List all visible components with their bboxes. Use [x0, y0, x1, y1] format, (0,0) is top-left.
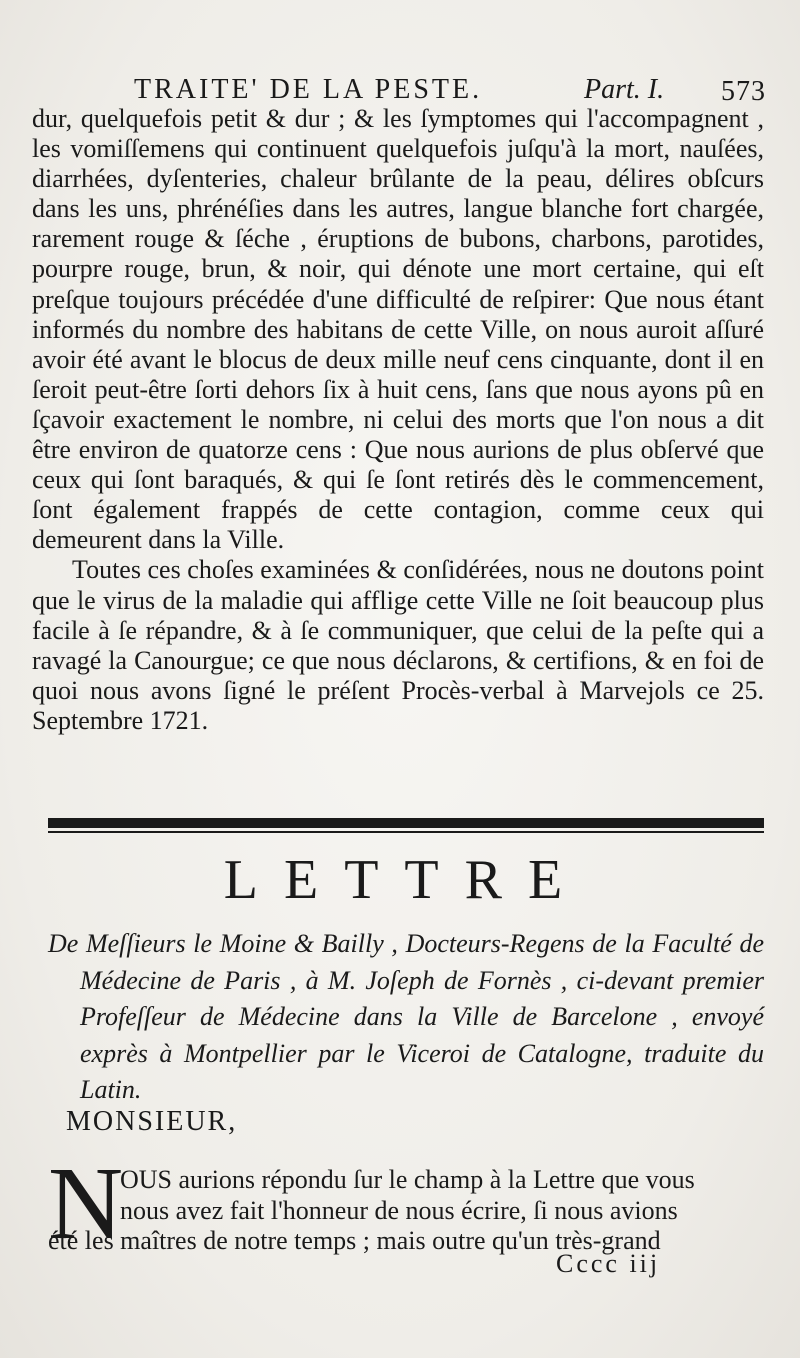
letter-line: été les maîtres de notre temps ; mais outre qu'un très-grand: [48, 1226, 661, 1255]
paragraph: Toutes ces choſes examinées & conſidérées, nous ne doutons point que le virus de la maladie qui afflige cette Ville ne ſoit beaucoup plus facile à ſe répandre, & à ſe communiquer, que celui de la peſte qui a ravagé la Canourgue; ce que nous déclarons, & certifions, & en foi de quoi nous avons ſigné le préſent Procès-verbal à Marvejols ce 25. Septembre 1721.: [32, 555, 764, 735]
letter-heading: LETTRE: [223, 849, 589, 911]
letter-line: nous avez fait l'honneur de nous écrire, ſi nous avions: [120, 1195, 678, 1225]
page-number: 573: [721, 76, 766, 107]
part-label: Part. I.: [584, 74, 665, 105]
subtitle-text: De Meſſieurs le Moine & Bailly , Docteurs-Regens de la Faculté de Médecine de Paris , à M. Joſeph de Fornès , ci-devant premier Profeſſeur de Médecine dans la Ville de Barcelone , envoyé exprès à Montpellier par le Viceroi de Catalogne, traduite du Latin.: [48, 929, 764, 1104]
drop-cap: N: [48, 1146, 124, 1261]
letter-subtitle: [48, 926, 764, 1109]
letter-line: OUS aurions répondu ſur le champ à la Lettre que vous: [120, 1165, 695, 1194]
ornamental-rule: [48, 818, 764, 828]
signature-mark: Cccc iij: [556, 1249, 661, 1278]
running-title: TRAITE' DE LA PESTE.: [134, 74, 483, 105]
ornamental-rule-thin: [48, 831, 764, 833]
paragraph: dur, quelquefois petit & dur ; & les ſymptomes qui l'accompagnent , les vomiſſemens qui continuent quelquefois juſqu'à la mort, nauſées, diarrhées, dyſenteries, chaleur brûlante de la peau, délires obſcurs dans les uns, phrénéſies dans les autres, langue blanche fort chargée, rarement rouge & ſéche , éruptions de bubons, charbons, parotides, pourpre rouge, brun, & noir, qui dénote une mort certaine, qui eſt preſque toujours précédée d'une difficulté de reſpirer: Que nous étant informés du nombre des habitans de cette Ville, on nous auroit aſſuré avoir été avant le blocus de deux mille neuf cens cinquante, dont il en ſeroit peut-être ſorti dehors ſix à huit cens, ſans que nous ayons pû en ſçavoir exactement le nombre, ni celui des morts que l'on nous a dit être environ de quatorze cens : Que nous aurions de plus obſervé que ceux qui ſont baraqués, & qui ſe ſont retirés dès le commencement, ſont également frappés de cette contagion, comme ceux qui demeurent dans la Ville.: [32, 104, 764, 555]
salutation: MONSIEUR,: [66, 1106, 238, 1137]
continued-text: [32, 104, 764, 736]
letter-body: [48, 1165, 768, 1257]
